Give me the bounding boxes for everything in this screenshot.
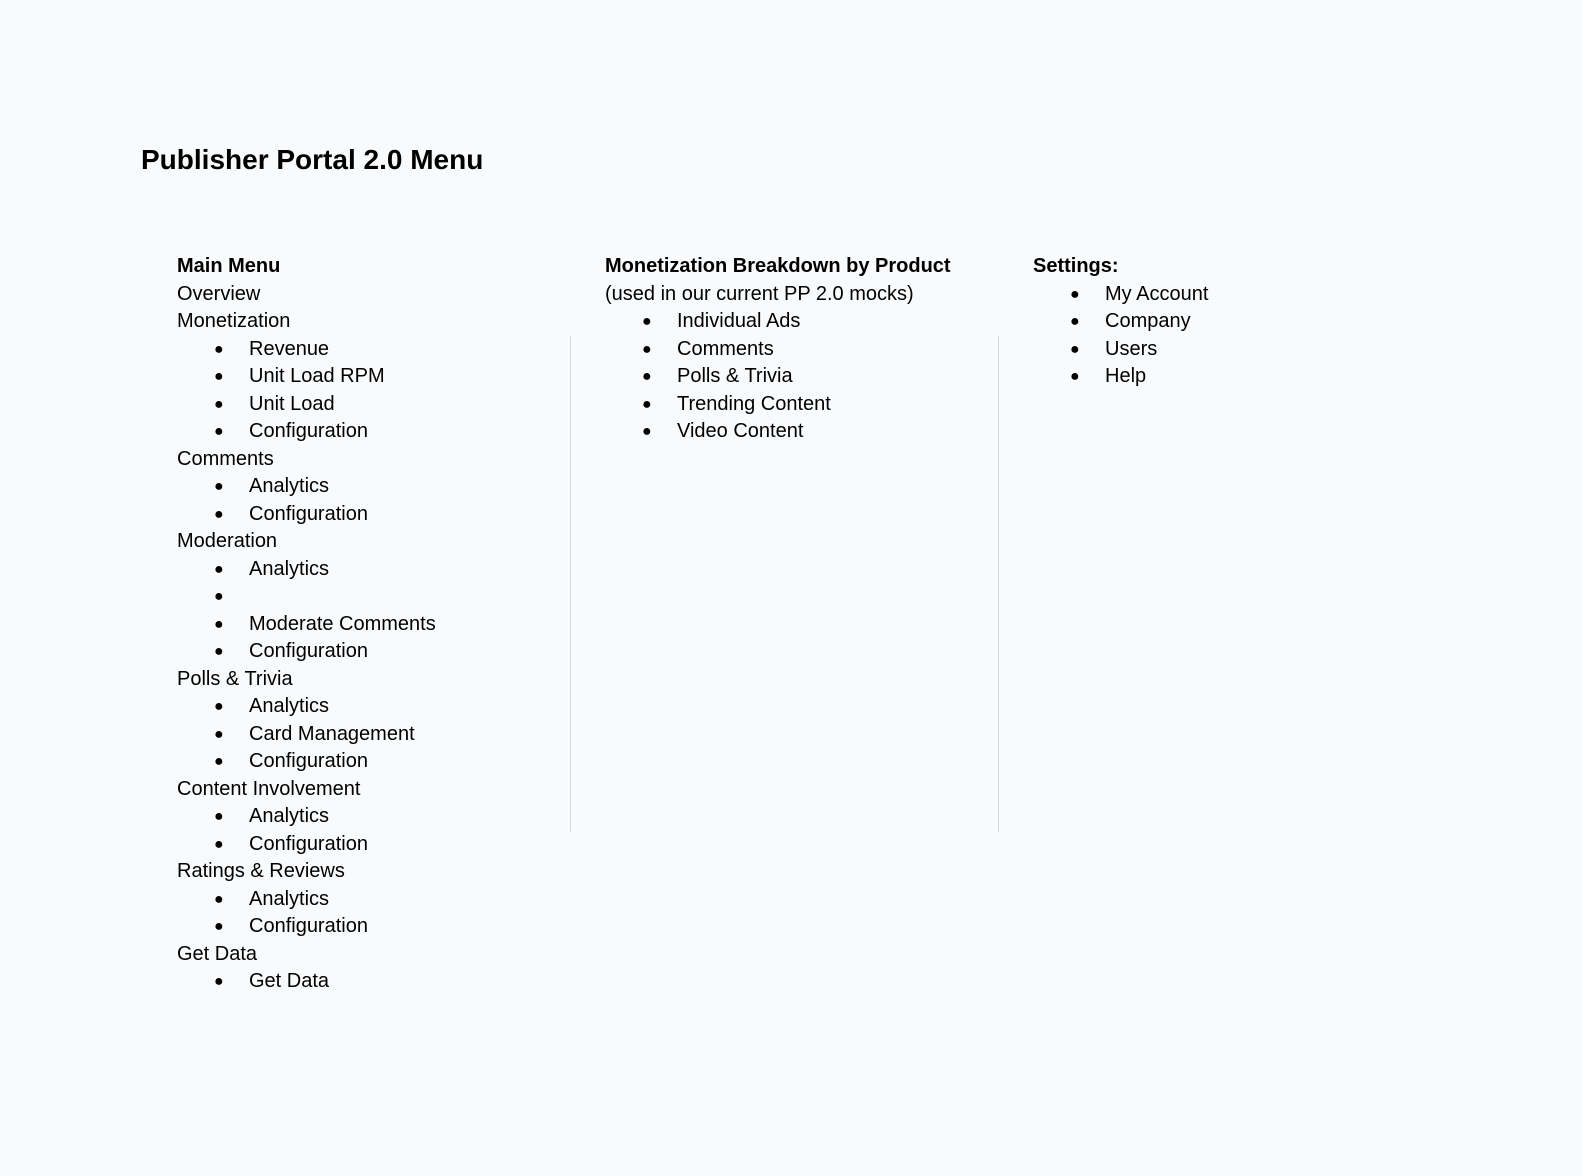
menu-section-title: Moderation	[177, 530, 278, 552]
list-item	[177, 886, 557, 914]
list-item	[177, 418, 557, 446]
list-item	[605, 418, 985, 446]
list-item	[177, 501, 557, 529]
list-item	[177, 473, 557, 501]
menu-section-title: Ratings & Reviews	[177, 860, 345, 882]
list-item-label: Unit Load RPM	[249, 365, 385, 387]
list-item	[177, 693, 557, 721]
list-item	[177, 336, 557, 364]
list-item	[177, 968, 557, 996]
list-item	[177, 721, 557, 749]
list-item	[1033, 363, 1413, 391]
bullet-icon: ●	[1070, 368, 1080, 385]
menu-section-title: Polls & Trivia	[177, 667, 293, 690]
list-item	[177, 611, 557, 639]
list-item-label: Polls & Trivia	[677, 365, 793, 387]
list-item-label: Configuration	[249, 420, 368, 442]
list-item	[177, 363, 557, 391]
list-item-label: Configuration	[249, 640, 368, 662]
list-item	[177, 391, 557, 419]
list-item	[1033, 336, 1413, 364]
bullet-icon: ●	[214, 478, 224, 495]
list-item-label: Analytics	[249, 887, 330, 910]
bullet-icon: ●	[214, 560, 224, 578]
menu-section-title: Content Involvement	[177, 777, 361, 800]
bullet-icon: ●	[642, 395, 652, 413]
main-menu-column	[177, 253, 557, 996]
menu-section-title: Overview	[177, 282, 261, 305]
list-item-label: Card Management	[249, 722, 415, 745]
bullet-icon: ●	[642, 313, 652, 330]
list-item	[1033, 308, 1413, 336]
bullet-icon: ●	[1070, 340, 1080, 358]
list-item	[605, 336, 985, 364]
list-item	[177, 583, 557, 611]
menu-section-title: Monetization	[177, 310, 291, 332]
menu-section-list	[177, 556, 557, 666]
list-item	[177, 556, 557, 584]
monetization-breakdown-heading: Monetization Breakdown by Product	[605, 255, 951, 277]
menu-section-list	[177, 693, 557, 776]
list-item-label: Revenue	[249, 337, 330, 360]
menu-section-list	[177, 473, 557, 528]
list-item-label: Configuration	[249, 750, 368, 772]
list-item-label: Analytics	[249, 805, 330, 827]
bullet-icon: ●	[1070, 285, 1080, 303]
bullet-icon: ●	[1070, 313, 1080, 330]
list-item	[1033, 281, 1413, 309]
menu-section-list	[177, 336, 557, 446]
menu-section-list	[177, 968, 557, 996]
list-item-label: Analytics	[249, 475, 330, 497]
monetization-breakdown-subheading: (used in our current PP 2.0 mocks)	[605, 282, 914, 305]
bullet-icon: ●	[214, 588, 224, 605]
list-item	[177, 831, 557, 859]
bullet-icon: ●	[214, 368, 224, 385]
settings-heading: Settings:	[1033, 255, 1119, 277]
menu-section-list	[177, 803, 557, 858]
bullet-icon: ●	[214, 753, 224, 770]
bullet-icon: ●	[214, 615, 224, 633]
menu-section-list	[177, 886, 557, 941]
list-item	[177, 638, 557, 666]
list-item	[177, 913, 557, 941]
list-item-label: Configuration	[249, 832, 368, 855]
main-menu-sections	[177, 281, 557, 996]
bullet-icon: ●	[214, 918, 224, 935]
list-item	[605, 308, 985, 336]
bullet-icon: ●	[214, 725, 224, 743]
bullet-icon: ●	[642, 423, 652, 440]
main-menu-heading: Main Menu	[177, 255, 281, 277]
page-title: Publisher Portal 2.0 Menu	[141, 144, 484, 175]
bullet-icon: ●	[642, 340, 652, 358]
list-item-label: Trending Content	[677, 392, 831, 415]
bullet-icon: ●	[642, 368, 652, 385]
list-item-label: Video Content	[677, 420, 804, 442]
list-item-label: Moderate Comments	[249, 612, 436, 635]
monetization-breakdown-list	[605, 308, 985, 446]
bullet-icon: ●	[214, 643, 224, 660]
bullet-icon: ●	[214, 340, 224, 358]
list-item-label: Analytics	[249, 695, 330, 717]
list-item	[177, 803, 557, 831]
list-item-label: Help	[1105, 365, 1147, 387]
menu-section-title: Comments	[177, 447, 274, 470]
bullet-icon: ●	[214, 808, 224, 825]
settings-list	[1033, 281, 1413, 391]
list-item-label: Individual Ads	[677, 310, 801, 332]
list-item-label: Analytics	[249, 557, 330, 580]
bullet-icon: ●	[214, 698, 224, 715]
list-item-label: Users	[1105, 337, 1158, 360]
bullet-icon: ●	[214, 505, 224, 523]
bullet-icon: ●	[214, 835, 224, 853]
list-item-label: Configuration	[249, 502, 368, 525]
bullet-icon: ●	[214, 973, 224, 990]
settings-column	[1033, 253, 1413, 391]
bullet-icon: ●	[214, 423, 224, 440]
list-item	[177, 748, 557, 776]
list-item-label: My Account	[1105, 282, 1209, 305]
list-item	[605, 391, 985, 419]
monetization-breakdown-column	[605, 253, 985, 446]
column-divider	[570, 336, 571, 832]
bullet-icon: ●	[214, 890, 224, 908]
list-item-label: Comments	[677, 337, 774, 360]
column-divider	[998, 336, 999, 832]
list-item	[605, 363, 985, 391]
menu-section-title: Get Data	[177, 942, 258, 965]
list-item-label: Company	[1105, 310, 1191, 332]
bullet-icon: ●	[214, 395, 224, 413]
list-item-label: Get Data	[249, 970, 330, 992]
list-item-label: Configuration	[249, 915, 368, 937]
list-item-label: Unit Load	[249, 392, 335, 415]
